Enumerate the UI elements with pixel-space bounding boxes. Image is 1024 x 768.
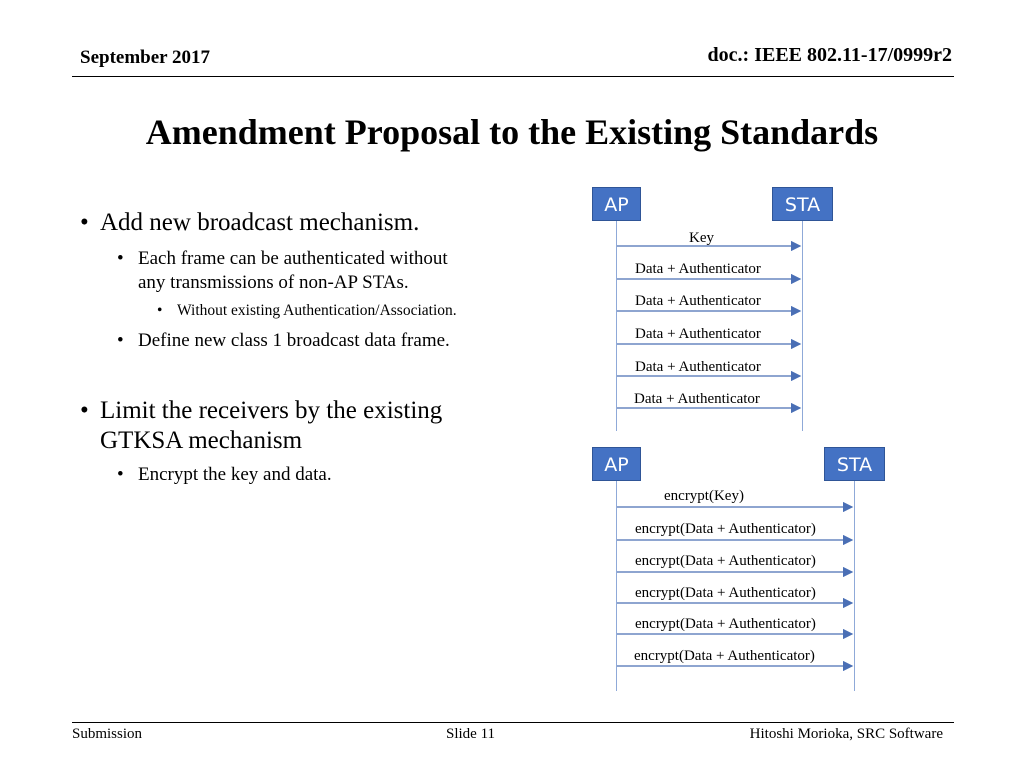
message-label: encrypt(Data + Authenticator) <box>635 616 816 632</box>
message-label: encrypt(Data + Authenticator) <box>635 585 816 601</box>
sta-box: STA <box>824 447 885 481</box>
header-date: September 2017 <box>80 47 210 68</box>
footer-submission: Submission <box>72 726 143 742</box>
ap-box: AP <box>592 447 641 481</box>
bullet-authenticated-line1: Each frame can be authenticated without <box>138 248 448 269</box>
message-label: encrypt(Key) <box>664 488 744 504</box>
bullet-dot: • <box>157 302 163 319</box>
footer-rule <box>72 722 954 723</box>
header-doc-id: doc.: IEEE 802.11-17/0999r2 <box>707 44 952 66</box>
message-label: Data + Authenticator <box>635 261 761 277</box>
bullet-dot: • <box>117 464 124 485</box>
bullet-broadcast: Add new broadcast mechanism. <box>100 209 420 236</box>
message-label: Data + Authenticator <box>635 293 761 309</box>
bullet-authenticated-line2: any transmissions of non-AP STAs. <box>138 272 409 293</box>
bullet-dot: • <box>80 209 89 236</box>
bullet-without-auth: Without existing Authentication/Association. <box>177 302 457 319</box>
bullet-class1-frame: Define new class 1 broadcast data frame. <box>138 330 450 351</box>
bullet-dot: • <box>80 397 89 424</box>
bullet-encrypt: Encrypt the key and data. <box>138 464 332 485</box>
footer-author: Hitoshi Morioka, SRC Software <box>749 726 943 742</box>
slide-title: Amendment Proposal to the Existing Standards <box>145 112 879 152</box>
sta-box: STA <box>772 187 833 221</box>
message-label: encrypt(Data + Authenticator) <box>635 553 816 569</box>
bullet-limit-receivers-line2: GTKSA mechanism <box>100 427 303 454</box>
ap-box: AP <box>592 187 641 221</box>
message-label: Data + Authenticator <box>635 326 761 342</box>
bullet-dot: • <box>117 248 124 269</box>
message-label: Data + Authenticator <box>635 359 761 375</box>
bullet-dot: • <box>117 330 124 351</box>
message-label: Key <box>689 230 714 246</box>
message-label: encrypt(Data + Authenticator) <box>634 648 815 664</box>
footer-slide-number: Slide 11 <box>446 726 496 742</box>
message-label: encrypt(Data + Authenticator) <box>635 521 816 537</box>
bullet-limit-receivers-line1: Limit the receivers by the existing <box>100 397 443 424</box>
message-label: Data + Authenticator <box>634 391 760 407</box>
